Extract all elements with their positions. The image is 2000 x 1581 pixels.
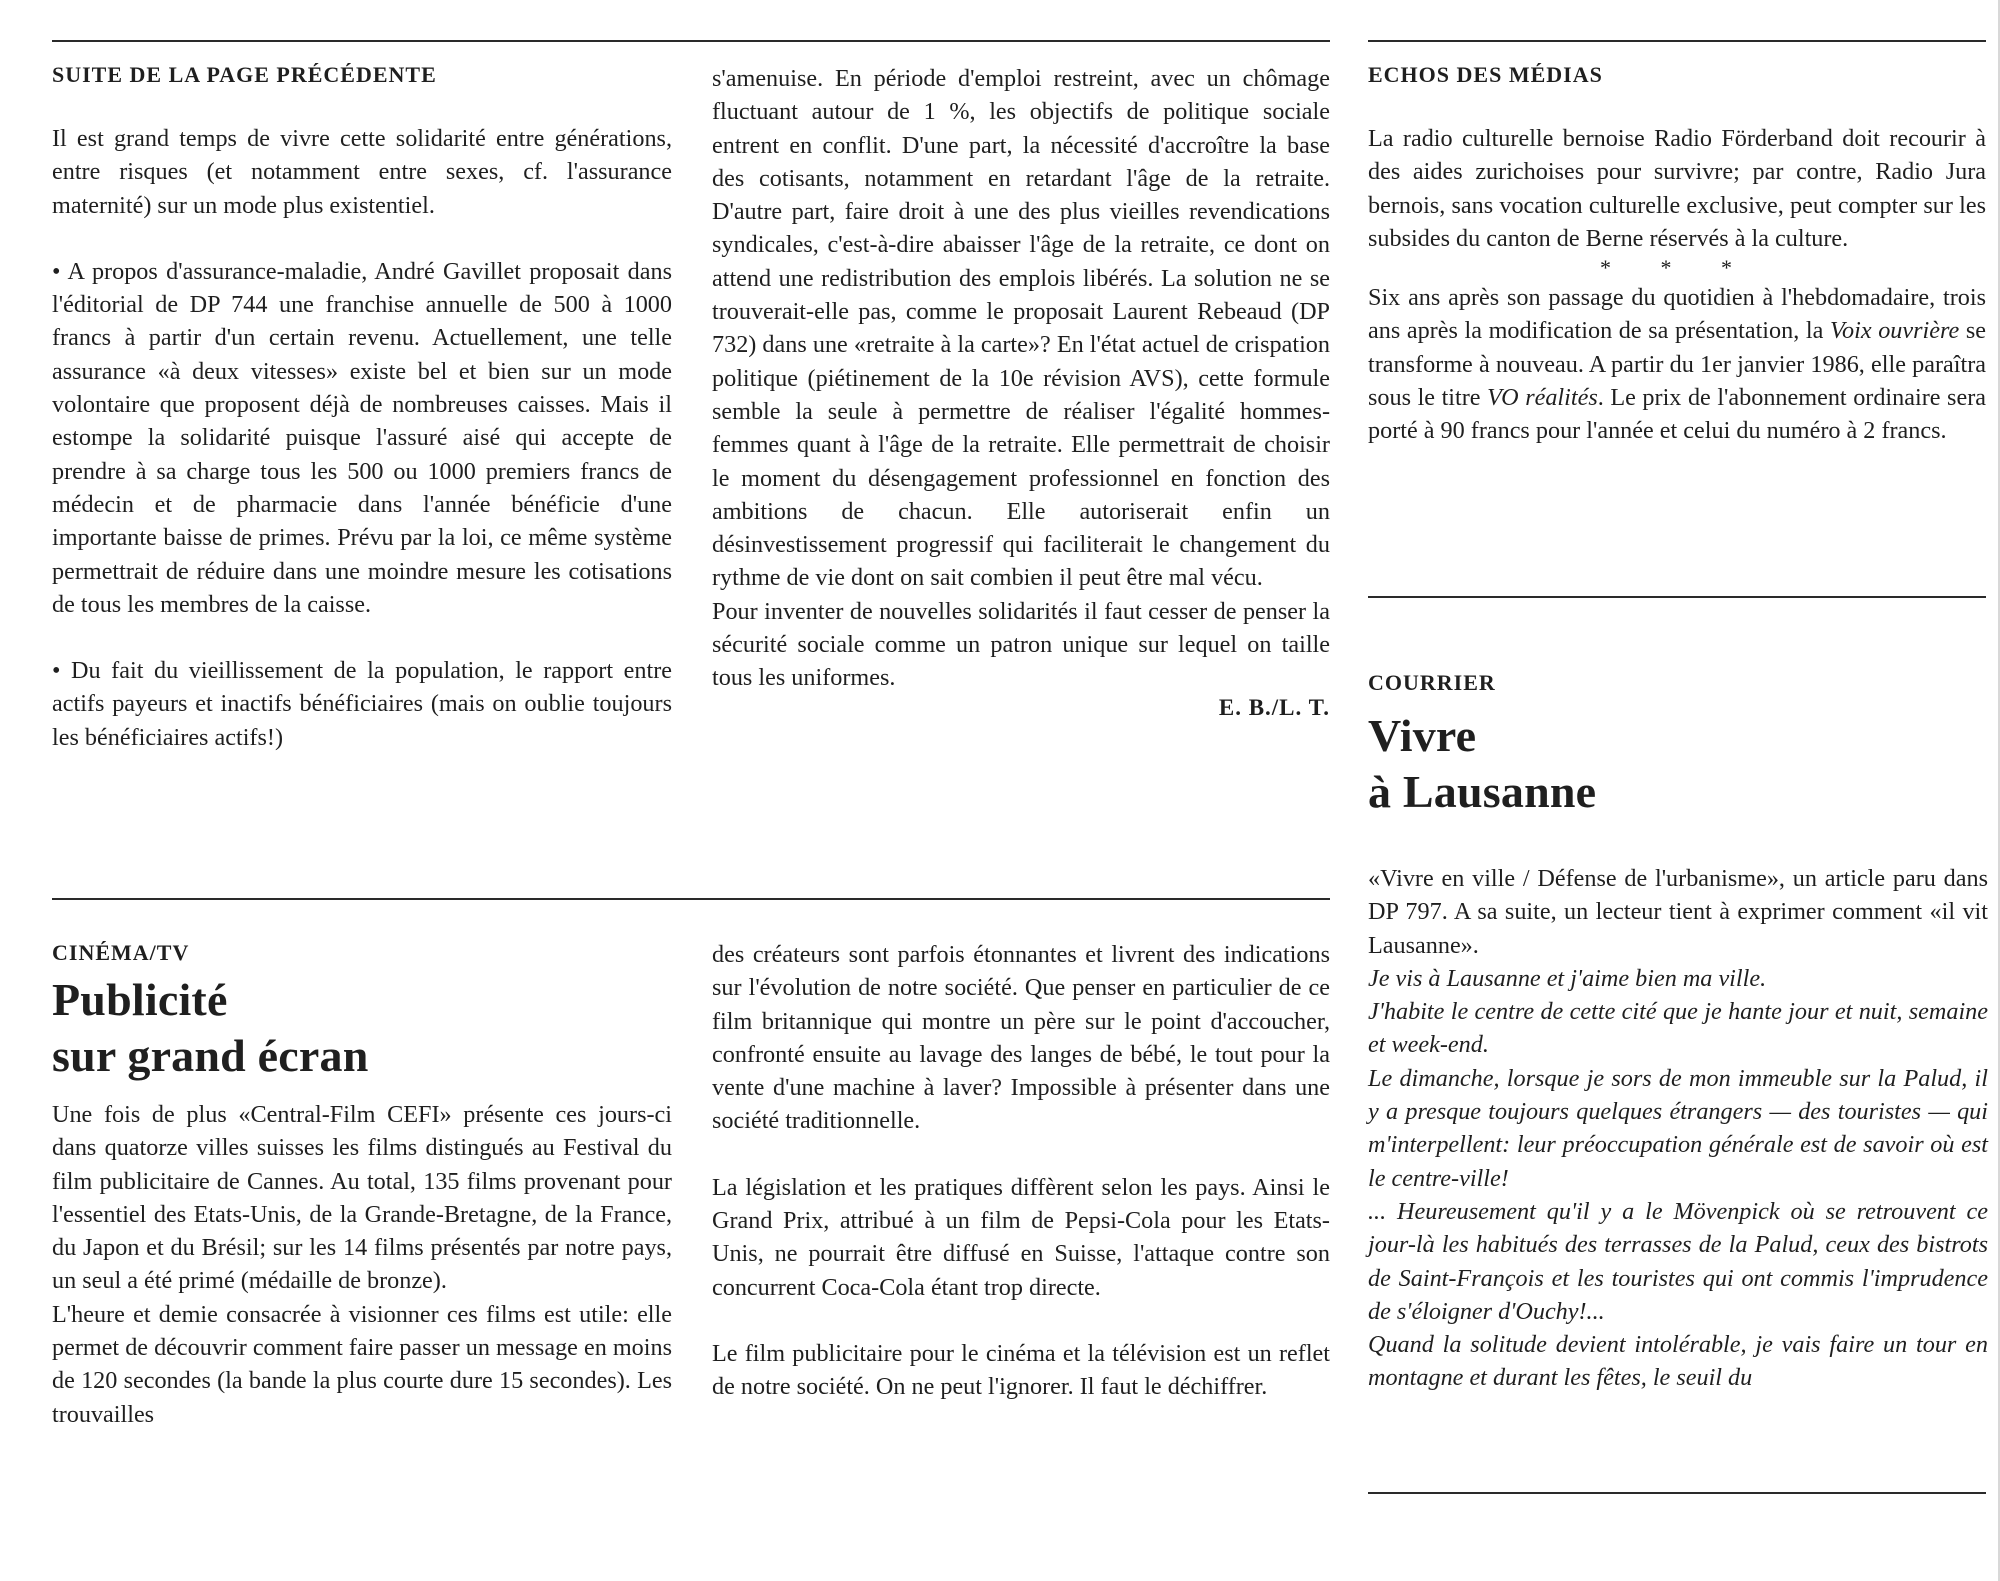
vo-realites-title: VO réalités bbox=[1487, 384, 1598, 412]
courrier-bottom-rule bbox=[1368, 1492, 1986, 1494]
voix-ouvriere-title: Voix ouvrière bbox=[1829, 317, 1960, 345]
suite-paragraph-4: s'amenuise. En période d'emploi restreint, avec un chômage fluctuant autour de 1 %, les objectifs de politique sociale entrent en conflit. D'une part, la nécessité d'accroître la base des cotisants, notamment en retardant l'âge de la retraite. D'autre part, faire droit à une des plus vieilles revendications syndicales, c'est-à-dire abaisser l'âge de la retraite, ce dont on attend une redistribution des emplois libérés. La solution ne se trouverait-elle pas, comme le proposait Laurent Rebeaud (DP 732) dans une «retraite à la carte»? En l'état actuel de crispation politique (piétinement de la 10e révision AVS), cette formule semble la seule à permettre de réaliser l'égalité hommes-femmes quant à l'âge de la retraite. Elle permettrait de choisir le moment du désengagement professionnel en fonction des ambitions de chacun. Elle autoriserait enfin un désinvestissement progressif qui faciliterait le changement du rythme de vie dont on sait combien il peut être mal vécu. bbox=[712, 65, 1330, 592]
courrier-column bbox=[1368, 670, 1988, 1395]
courrier-letter-2: J'habite le centre de cette cité que je hante jour et nuit, semaine et week-end. bbox=[1368, 998, 1988, 1059]
cinema-paragraph-3: des créateurs sont parfois étonnantes et livrent des indications sur l'évolution de notre société. Que penser en particulier de ce film britannique qui montre un père sur le point d'accoucher, confronté ensuite au lavage des langes de bébé, le tout pour la vente d'une machine à laver? Impossible à présenter dans une société traditionnelle. bbox=[712, 941, 1330, 1135]
cinema-title-line-2: sur grand écran bbox=[52, 1030, 369, 1081]
echos-p2-c: . Le prix de l'abonnement ordinaire sera porté à 90 francs pour l'année et celui du numéro à 2 francs. bbox=[1368, 384, 1986, 445]
courrier-title-line-2: à Lausanne bbox=[1368, 766, 1597, 817]
suite-paragraph-1: Il est grand temps de vivre cette solidarité entre générations, entre risques (et notamment entre sexes, cf. l'assurance maternité) sur un mode plus existentiel. bbox=[52, 125, 672, 219]
courrier-letter-5: Quand la solitude devient intolérable, je vais faire un tour en montagne et durant les fêtes, le seuil du bbox=[1368, 1331, 1988, 1392]
cinema-paragraph-5: Le film publicitaire pour le cinéma et la télévision est un reflet de notre société. On ne peut l'ignorer. Il faut le déchiffrer. bbox=[712, 1339, 1330, 1401]
cinema-paragraph-4: La législation et les pratiques diffèrent selon les pays. Ainsi le Grand Prix, attribué à un film de Pepsi-Cola pour les Etats-Unis, ne pourrait être diffusé en Suisse, l'attaque contre son concurrent Coca-Cola étant trop directe. bbox=[712, 1173, 1330, 1301]
cinema-column-left bbox=[52, 940, 672, 1431]
echos-column bbox=[1368, 62, 1986, 448]
courrier-title-line-1: Vivre bbox=[1368, 710, 1477, 761]
cinema-title-line-1: Publicité bbox=[52, 974, 228, 1025]
suite-paragraph-2: • A propos d'assurance-maladie, André Gavillet proposait dans l'éditorial de DP 744 une franchise annuelle de 500 à 1000 francs à partir d'un certain revenu. Actuellement, une telle assurance «à deux vitesses» existe bel et bien sur un mode volontaire que proposent déjà de nombreuses caisses. Mais il estompe la solidarité puisque l'assuré aisé qui accepte de prendre à sa charge tous les 500 ou 1000 premiers francs de médecin et de pharmacie dans l'année bénéficie d'une importante baisse de primes. Prévu par la loi, ce même système permettrait de réduire dans une moindre mesure les cotisations de tous les membres de la caisse. bbox=[52, 257, 672, 618]
top-rule-right bbox=[1368, 40, 1986, 42]
courrier-letter-3: Le dimanche, lorsque je sors de mon immeuble sur la Palud, il y a presque toujours quelques étrangers — des touristes — qui m'interpellent: leur préoccupation générale est de savoir où est le centre-ville! bbox=[1368, 1064, 1988, 1192]
cinema-kicker: CINÉMA/TV bbox=[52, 940, 190, 965]
courrier-letter-1: Je vis à Lausanne et j'aime bien ma ville. bbox=[1368, 964, 1767, 992]
echos-bottom-rule bbox=[1368, 596, 1986, 598]
suite-column-continued bbox=[712, 62, 1330, 721]
echos-kicker: ECHOS DES MÉDIAS bbox=[1368, 62, 1603, 87]
suite-kicker: SUITE DE LA PAGE PRÉCÉDENTE bbox=[52, 62, 437, 87]
courrier-intro: «Vivre en ville / Défense de l'urbanisme», un article paru dans DP 797. A sa suite, un lecteur tient à exprimer comment «il vit Lausanne». bbox=[1368, 865, 1988, 959]
suite-signature: E. B./L. T. bbox=[1218, 694, 1330, 720]
cinema-paragraph-1: Une fois de plus «Central-Film CEFI» présente ces jours-ci dans quatorze villes suisses les films distingués au Festival du film publicitaire de Cannes. Au total, 135 films provenant pour l'essentiel des Etats-Unis, de la Grande-Bretagne, de la France, du Japon et du Brésil; sur les 14 films présentés par notre pays, un seul a été primé (médaille de bronze). bbox=[52, 1101, 672, 1295]
cinema-column-right bbox=[712, 938, 1330, 1404]
echos-paragraph-1: La radio culturelle bernoise Radio Förderband doit recourir à des aides zurichoises pour survivre; par contre, Radio Jura bernois, sans vocation culturelle exclusive, peut compter sur les subsides du canton de Berne réservés à la culture. bbox=[1368, 125, 1986, 252]
echos-paragraph-2 bbox=[1368, 281, 1986, 447]
cinema-paragraph-2: L'heure et demie consacrée à visionner ces films est utile: elle permet de découvrir comment faire passer un message en moins de 120 secondes (la bande la plus courte dure 15 secondes). Les trouvailles bbox=[52, 1300, 672, 1428]
courrier-kicker: COURRIER bbox=[1368, 670, 1496, 695]
echos-separator-stars: * * * bbox=[1600, 255, 1754, 281]
suite-paragraph-3: • Du fait du vieillissement de la population, le rapport entre actifs payeurs et inactifs bénéficiaires (mais on oublie toujours les bénéficiaires actifs!) bbox=[52, 657, 672, 751]
middle-rule-left bbox=[52, 898, 1330, 900]
echos-p2-b: se transforme à nouveau. A partir du 1er janvier 1986, elle paraîtra sous le titre bbox=[1368, 317, 1987, 412]
echos-p2-a: Six ans après son passage du quotidien à l'hebdomadaire, trois ans après la modification de sa présentation, la bbox=[1368, 284, 1986, 345]
suite-column bbox=[52, 62, 672, 754]
courrier-letter-4: ... Heureusement qu'il y a le Mövenpick où se retrouvent ce jour-là les habitués des terrasses de la Palud, ceux des bistrots de Saint-François et les touristes qui ont commis l'imprudence de s'éloigner d'Ouchy!... bbox=[1368, 1197, 1988, 1325]
suite-paragraph-5: Pour inventer de nouvelles solidarités il faut cesser de penser la sécurité sociale comme un patron unique sur lequel on taille tous les uniformes. bbox=[712, 597, 1330, 692]
top-rule-left bbox=[52, 40, 1330, 42]
